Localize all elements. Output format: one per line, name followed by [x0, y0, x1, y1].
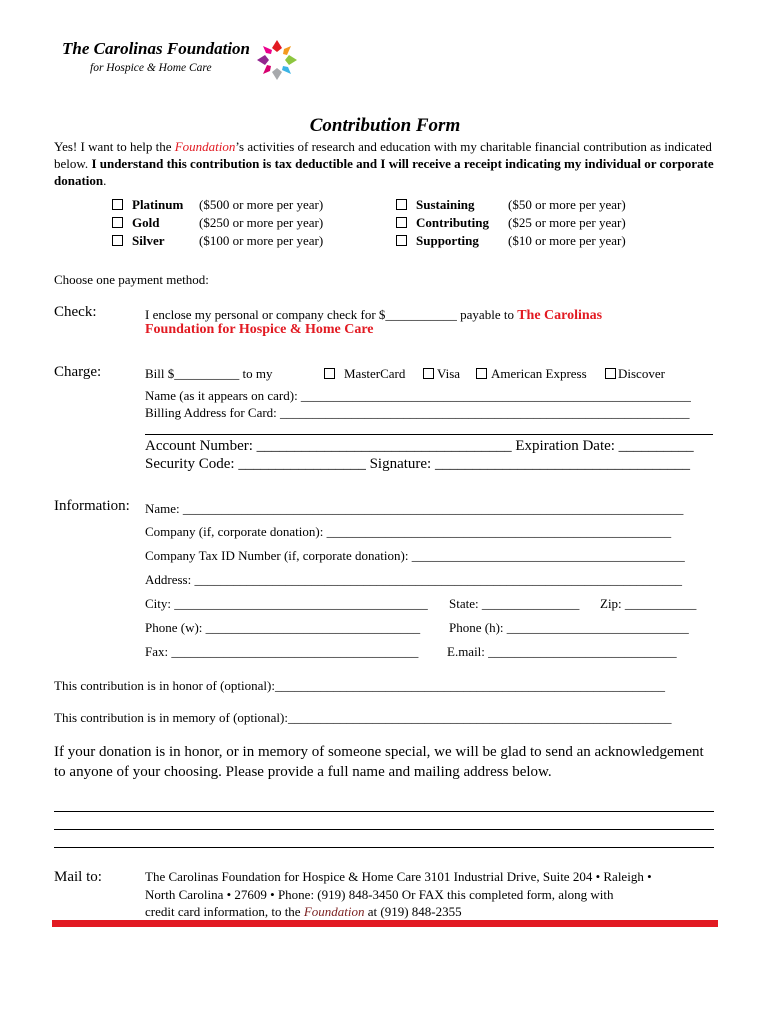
level-name: Silver [132, 233, 165, 248]
levels-left [112, 196, 323, 250]
checkbox[interactable] [605, 368, 616, 379]
footer-red-bar [52, 920, 718, 927]
level-name: Contributing [416, 215, 489, 230]
level-name: Sustaining [416, 197, 475, 212]
mail-foundation-word: Foundation [303, 904, 365, 919]
city-field[interactable]: City: _______________________________________ [145, 596, 428, 611]
logo-petal-green [285, 55, 297, 65]
card-option-mastercard[interactable] [324, 366, 405, 382]
form-title: Contribution Form [309, 115, 461, 136]
email-field[interactable]: E.mail: _____________________________ [447, 644, 677, 659]
acknowledgement-line-1: If your donation is in honor, or in memory of someone special, we will be glad to send an acknowledgement [54, 744, 704, 760]
level-name: Gold [132, 215, 160, 230]
name-field[interactable]: Name: _____________________________________________________________________________ [145, 501, 684, 516]
tax-id-field[interactable]: Company Tax ID Number (if, corporate donation): __________________________________________ [145, 548, 685, 563]
company-field[interactable]: Company (if, corporate donation): _____________________________________________________ [145, 524, 672, 539]
level-amount: ($500 or more per year) [199, 197, 324, 212]
org-name: The Carolinas Foundation [62, 39, 251, 58]
mail-address-line-1: The Carolinas Foundation for Hospice & Home Care 3101 Industrial Drive, Suite 204 • Raleigh • [145, 869, 652, 884]
card-option-amex[interactable] [476, 366, 587, 382]
level-amount: ($250 or more per year) [199, 215, 324, 230]
checkbox[interactable] [396, 235, 407, 246]
card-name-field[interactable]: Name (as it appears on card): ____________________________________________________________ [145, 388, 691, 403]
check-label: Check: [54, 304, 97, 320]
intro-text: Yes! I want to help the [54, 139, 175, 154]
checkbox[interactable] [112, 235, 123, 246]
intro-end: . [103, 173, 107, 188]
fax-field[interactable]: Fax: ______________________________________ [145, 644, 419, 659]
card-label: Discover [618, 366, 665, 381]
level-option[interactable] [112, 214, 323, 232]
logo-petal-blue [282, 66, 291, 74]
checkbox[interactable] [324, 368, 335, 379]
mail-address-line-2: North Carolina • 27609 • Phone: (919) 848-3450 Or FAX this completed form, along with [145, 887, 614, 902]
mail-fax: at (919) 848-2355 [364, 904, 462, 919]
logo-petal-pink [263, 46, 272, 54]
honor-field[interactable]: This contribution is in honor of (optional):____________________________________________________________ [54, 678, 665, 693]
card-label: American Express [491, 366, 587, 381]
memory-field[interactable]: This contribution is in memory of (optional):___________________________________________________________ [54, 710, 672, 725]
level-option[interactable] [112, 232, 323, 250]
logo-petal-gray [272, 68, 282, 80]
mail-address-line-3 [145, 904, 462, 920]
card-label: Visa [437, 366, 461, 381]
acknowledgement-address-line[interactable] [54, 811, 714, 812]
level-option[interactable] [112, 196, 323, 214]
acknowledgement-address-line[interactable] [54, 829, 714, 830]
logo-petal-purple [257, 55, 269, 65]
address-field[interactable]: Address: ___________________________________________________________________________ [145, 572, 682, 587]
org-tagline: for Hospice & Home Care [90, 62, 212, 74]
intro-foundation-word: Foundation [174, 139, 236, 154]
acknowledgement-address-line[interactable] [54, 847, 714, 848]
security-code-field[interactable]: Security Code: _________________ Signature: __________________________________ [145, 456, 690, 472]
phone-home-field[interactable]: Phone (h): ____________________________ [449, 620, 689, 635]
level-amount: ($10 or more per year) [508, 233, 626, 248]
phone-work-field[interactable]: Phone (w): _________________________________ [145, 620, 421, 635]
check-text[interactable]: I enclose my personal or company check for $___________ payable to [145, 307, 518, 322]
checkbox[interactable] [112, 217, 123, 228]
state-field[interactable]: State: _______________ [449, 596, 580, 611]
intro-paragraph [54, 138, 724, 189]
payment-prompt: Choose one payment method: [54, 272, 209, 287]
intro-text-3: indicated below. [54, 139, 712, 171]
checkbox[interactable] [112, 199, 123, 210]
checkbox[interactable] [396, 199, 407, 210]
zip-field[interactable]: Zip: ___________ [600, 596, 697, 611]
checkbox[interactable] [476, 368, 487, 379]
intro-bold-text: I understand this contribution is tax deductible and I will receive a receipt indicating my individual or corporate donation [54, 156, 714, 188]
charge-label: Charge: [54, 364, 102, 380]
information-label: Information: [54, 498, 130, 514]
logo-petal-magenta [263, 65, 271, 74]
mail-to-label: Mail to: [54, 869, 102, 885]
level-option[interactable] [396, 214, 626, 232]
level-amount: ($100 or more per year) [199, 233, 324, 248]
level-name: Platinum [132, 197, 184, 212]
card-label: MasterCard [344, 366, 406, 381]
check-payee-2: Foundation for Hospice & Home Care [145, 322, 374, 337]
level-amount: ($25 or more per year) [508, 215, 626, 230]
checkbox[interactable] [396, 217, 407, 228]
logo-petal-red [272, 40, 282, 52]
card-option-discover[interactable] [605, 366, 665, 382]
foundation-logo-icon [254, 37, 300, 83]
billing-address-line-2[interactable] [145, 434, 713, 435]
account-number-field[interactable]: Account Number: __________________________________ Expiration Date: __________ [145, 438, 694, 454]
checkbox[interactable] [423, 368, 434, 379]
level-name: Supporting [416, 233, 479, 248]
check-payee: The Carolinas [517, 308, 603, 323]
level-option[interactable] [396, 196, 626, 214]
intro-text-2: ’s activities of research and education with my charitable financial contribution as [235, 139, 662, 154]
logo-petal-orange [283, 46, 291, 55]
charge-bill[interactable]: Bill $__________ to my [145, 366, 273, 381]
mail-text: credit card information, to the [145, 904, 304, 919]
level-amount: ($50 or more per year) [508, 197, 626, 212]
card-option-visa[interactable] [423, 366, 460, 382]
billing-address-field[interactable]: Billing Address for Card: _______________________________________________________________ [145, 405, 690, 420]
levels-right [396, 196, 626, 250]
acknowledgement-line-2: to anyone of your choosing. Please provide a full name and mailing address below. [54, 764, 552, 780]
level-option[interactable] [396, 232, 626, 250]
